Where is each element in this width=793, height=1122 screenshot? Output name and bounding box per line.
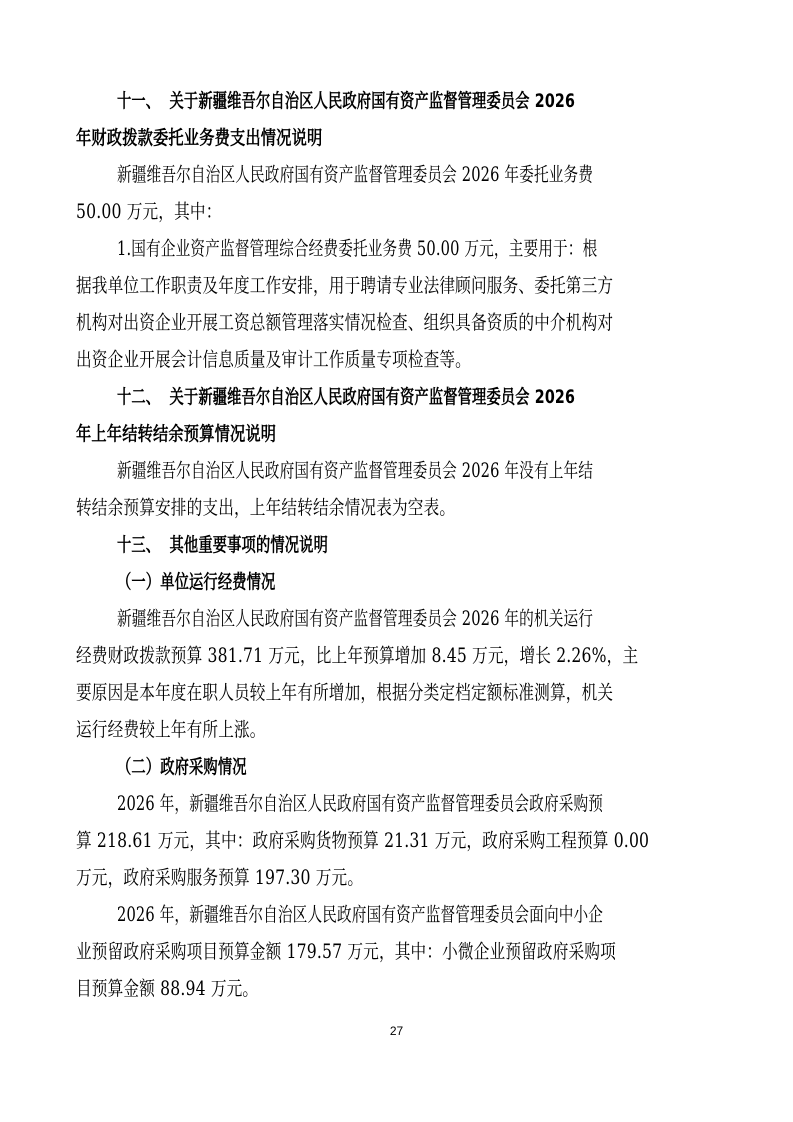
section-12-heading bbox=[117, 385, 712, 409]
subsection-2-title: （二）政府采购情况 bbox=[117, 756, 247, 778]
subsection-1-paragraph-line-2: 经费财政拨款预算 381.71 万元，比上年预算增加 8.45 万元，增长 2.26%，主 bbox=[76, 644, 639, 667]
section-11-title-line1: 关于新疆维吾尔自治区人民政府国有资产监督管理委员会 2026 bbox=[169, 90, 576, 112]
section-11-paragraph-2-line-4: 出资企业开展会计信息质量及审计工作质量专项检查等。 bbox=[76, 348, 471, 371]
subsection-2-paragraph-1-line-3: 万元，政府采购服务预算 197.30 万元。 bbox=[76, 866, 364, 889]
section-11-heading bbox=[117, 89, 712, 113]
subsection-2-paragraph-2-line-1: 2026 年，新疆维吾尔自治区人民政府国有资产监督管理委员会面向中小企 bbox=[117, 903, 604, 926]
section-12-number: 十二、 bbox=[117, 386, 161, 408]
page-number: 27 bbox=[389, 1024, 404, 1038]
subsection-1-title: （一）单位运行经费情况 bbox=[117, 571, 276, 593]
section-12-paragraph-line-2: 转结余预算安排的支出，上年结转结余情况表为空表。 bbox=[76, 496, 456, 519]
section-13-number: 十三、 bbox=[117, 534, 161, 556]
section-11-number: 十一、 bbox=[117, 90, 161, 112]
section-13-heading bbox=[117, 533, 712, 557]
subsection-1-paragraph-line-1: 新疆维吾尔自治区人民政府国有资产监督管理委员会 2026 年的机关运行 bbox=[117, 607, 594, 630]
subsection-2-paragraph-1-line-2: 算 218.61 万元，其中：政府采购货物预算 21.31 万元，政府采购工程预算 0.00 bbox=[76, 829, 650, 852]
section-11-paragraph-1-line-2: 50.00 万元，其中： bbox=[76, 200, 222, 223]
section-12-title-line1: 关于新疆维吾尔自治区人民政府国有资产监督管理委员会 2026 bbox=[169, 386, 576, 408]
section-11-paragraph-2-line-2: 据我单位工作职责及年度工作安排，用于聘请专业法律顾问服务、委托第三方 bbox=[76, 274, 614, 297]
subsection-1-paragraph-line-3: 要原因是本年度在职人员较上年有所增加，根据分类定档定额标准测算，机关 bbox=[76, 681, 614, 704]
section-11-paragraph-2-line-1: 1.国有企业资产监督管理综合经费委托业务费 50.00 万元，主要用于：根 bbox=[117, 237, 598, 260]
subsection-2-paragraph-2-line-2: 业预留政府采购项目预算金额 179.57 万元，其中：小微企业预留政府采购项 bbox=[76, 940, 616, 963]
section-11-paragraph-2-line-3: 机构对出资企业开展工资总额管理落实情况检查、组织具备资质的中介机构对 bbox=[76, 311, 614, 334]
section-12-paragraph-line-1: 新疆维吾尔自治区人民政府国有资产监督管理委员会 2026 年没有上年结 bbox=[117, 459, 594, 482]
subsection-2-paragraph-2-line-3: 目预算金额 88.94 万元。 bbox=[76, 977, 259, 1000]
subsection-1-paragraph-line-4: 运行经费较上年有所上涨。 bbox=[76, 718, 266, 741]
section-13-title: 其他重要事项的情况说明 bbox=[169, 534, 328, 556]
section-11-paragraph-1-line-1: 新疆维吾尔自治区人民政府国有资产监督管理委员会 2026 年委托业务费 bbox=[117, 163, 594, 186]
section-11-title-line2: 年财政拨款委托业务费支出情况说明 bbox=[76, 127, 323, 149]
subsection-2-paragraph-1-line-1: 2026 年，新疆维吾尔自治区人民政府国有资产监督管理委员会政府采购预 bbox=[117, 792, 604, 815]
section-12-title-line2: 年上年结转结余预算情况说明 bbox=[76, 423, 277, 445]
